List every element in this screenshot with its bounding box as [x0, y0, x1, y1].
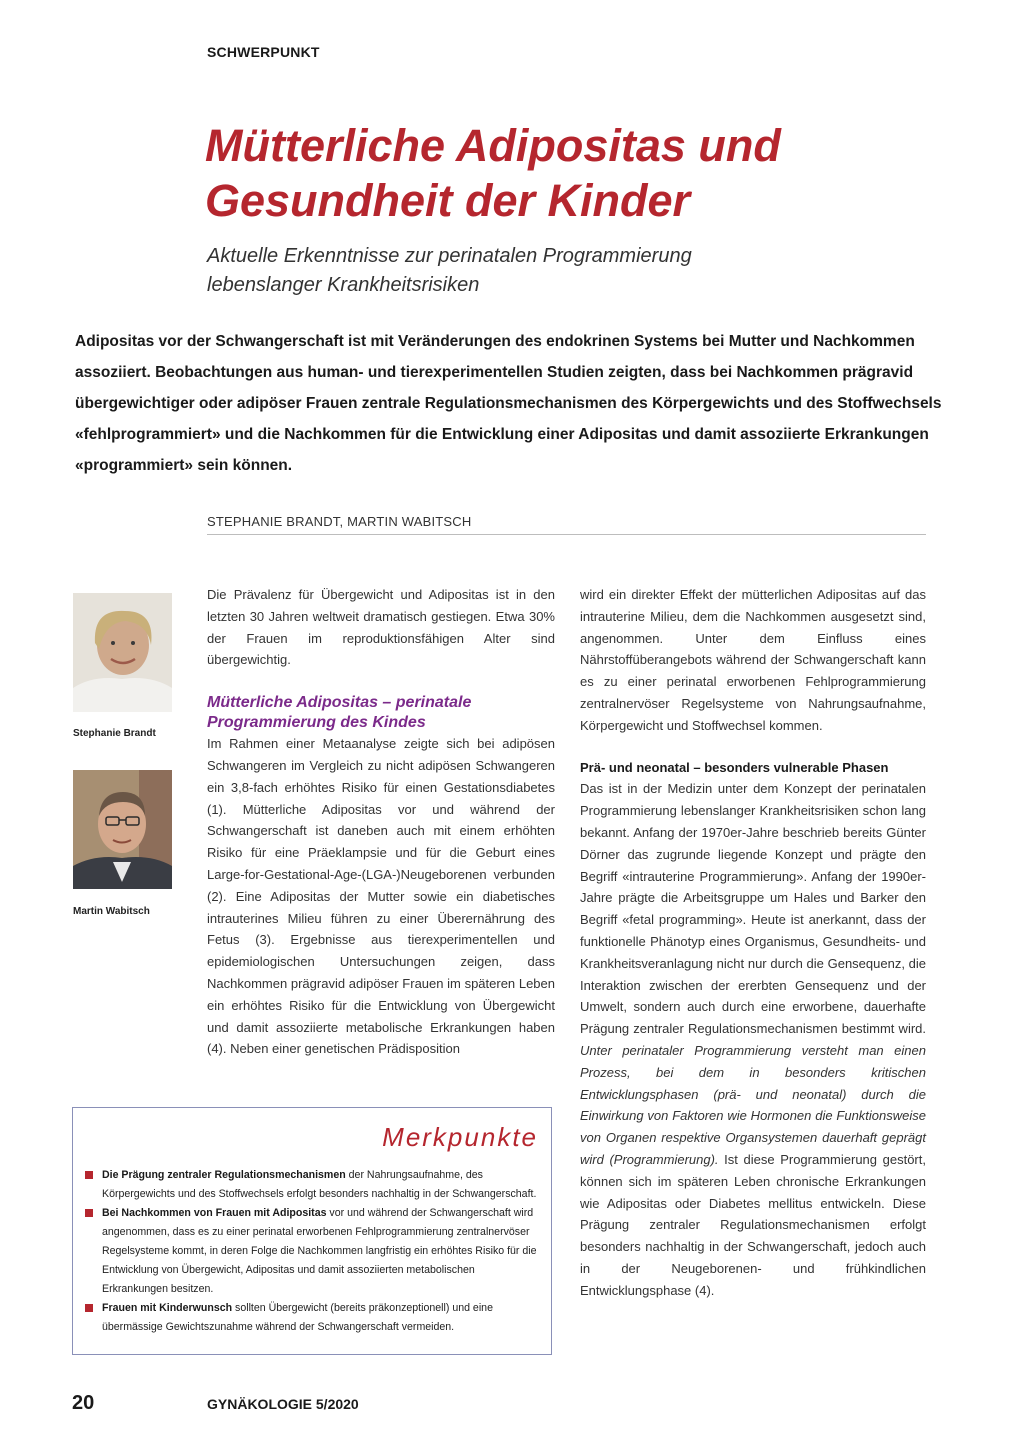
- subtitle-line-1: Aktuelle Erkenntnisse zur perinatalen Programmierung: [207, 245, 692, 267]
- body-paragraph: wird ein direkter Effekt der mütterlichen Adipositas auf das intrauterine Milieu, dem die Nachkommen ausgesetzt sind, angenommen. Unter dem Einfluss eines Nährstoffüberangebots während der Schwangerschaft kann es zu einer perinatal erworbenen Fehlprogrammierung zentralnervöser Regelsysteme von Nahrungsaufnahme, Körpergewicht und Stoffwechsel kommen.: [580, 587, 926, 733]
- emphasized-text: Unter perinataler Programmierung versteht man einen Prozess, bei dem in besonders kritischen Entwicklungsphasen (prä- und neonatal) durch die Einwirkung von Faktoren wie Hormonen die Funktionsweise von Organen respektive Organsystemen dauerhaft geprägt wird (Programmierung).: [580, 1042, 926, 1167]
- section-label: SCHWERPUNKT: [207, 44, 320, 60]
- page-number: 20: [72, 1392, 95, 1414]
- body-text: Das ist in der Medizin unter dem Konzept der perinatalen Programmierung lebenslanger Krankheitsrisiken schon lang bekannt. Anfang der 1970er-Jahre beschrieb bereits Günter Dörner das zugrunde liegende Konzept und prägte den Begriff «intrauterine Programmierung». Anfang der 1990er-Jahre prägte die Arbeitsgruppe um Hales und Barker den Begriff «fetal programming». Heute ist anerkannt, dass der funktionelle Phänotyp eines Organismus, Gesundheits- und Krankheitsveranlagung nicht nur durch die Gensequenz, die Interaktion zwischen der ererbten Gensequenz und der Umwelt, sondern auch durch eine erworbene, dauerhafte Prägung zentraler Regulationsmechanismen bestimmt wird.: [580, 781, 926, 1037]
- photo-caption-wabitsch: Martin Wabitsch: [73, 906, 150, 917]
- section-heading-line-1: Mütterliche Adipositas – perinatale: [207, 694, 472, 712]
- merkpunkte-list: [85, 1166, 537, 1337]
- body-text: Ist diese Programmierung gestört, können sich im späteren Leben chronische Erkrankungen wie Adipositas oder Diabetes mellitus entwickeln. Diese Prägung zentraler Regulationsmechanismen erfolgt besonders nachhaltig in der Schwangerschaft, jedoch auch in der Neugeborenen- und frühkindlichen Entwicklungsphase (4).: [580, 1151, 926, 1298]
- author-photo-brandt: [73, 593, 172, 712]
- bullet-square-icon: [85, 1209, 93, 1217]
- authors-line: STEPHANIE BRANDT, MARTIN WABITSCH: [207, 514, 472, 529]
- article-subtitle: [207, 242, 967, 300]
- list-item: [85, 1204, 537, 1299]
- list-item: [85, 1166, 537, 1204]
- bullet-square-icon: [85, 1171, 93, 1179]
- body-paragraph: Die Prävalenz für Übergewicht und Adipositas ist in den letzten 30 Jahren weltweit dramatisch gestiegen. Etwa 30% der Frauen im reproduktionsfähigen Alter sind übergewichtig.: [207, 587, 555, 668]
- list-item-text: vor und während der Schwangerschaft wird angenommen, dass es zu einer perinatal erworbenen Fehlprogrammierung zentralnervöser Regelsysteme kommt, in deren Folge die Nachkommen langfristig ein erhöhtes Risiko für die Entwicklung von Übergewicht, Adipositas und damit assoziierten metabolischen Erkrankungen besitzen.: [102, 1207, 537, 1295]
- body-column-right: [580, 584, 926, 1302]
- body-paragraph: Im Rahmen einer Metaanalyse zeigte sich bei adipösen Schwangeren im Vergleich zu nicht adipösen Schwangeren ein 3,8-fach erhöhtes Risiko für einen Gestationsdiabetes (1). Mütterliche Adipositas vor und während der Schwangerschaft ist daneben auch mit einem erhöhten Risiko für eine Präeklampsie und für die Geburt eines Large-for-Gestational-Age-(LGA-)Neugeborenen verbunden (2). Eine Adipositas der Mutter sowie ein diabetisches intrauterines Milieu führen zu einer Überernährung des Fetus (3). Ergebnisse aus tierexperimentellen und epidemiologischen Untersuchungen zeigen, dass Nachkommen prägravid adipöser Frauen im späteren Leben ein erhöhtes Risiko für die Entwicklung von Übergewicht und damit assoziierte metabolische Erkrankungen haben (4). Neben einer genetischen Prädisposition: [207, 736, 555, 1057]
- author-photo-wabitsch: [73, 770, 172, 889]
- list-item: [85, 1299, 537, 1337]
- merkpunkte-title: Merkpunkte: [382, 1122, 538, 1152]
- body-column-middle: [207, 584, 555, 1060]
- subtitle-line-2: lebenslanger Krankheitsrisiken: [207, 274, 480, 296]
- title-line-1: Mütterliche Adipositas und: [205, 120, 781, 171]
- title-line-2: Gesundheit der Kinder: [205, 175, 691, 226]
- list-item-text: der Nahrungsaufnahme, des Körpergewichts und des Stoffwechsels erfolgt besonders nachhaltig in der Schwangerschaft.: [102, 1169, 537, 1200]
- body-paragraph: [580, 778, 926, 1301]
- section-heading-line-2: Programmierung des Kindes: [207, 714, 426, 732]
- bullet-square-icon: [85, 1304, 93, 1312]
- list-item-lead: Die Prägung zentraler Regulationsmechanismen: [102, 1169, 346, 1181]
- lead-paragraph: Adipositas vor der Schwangerschaft ist mit Veränderungen des endokrinen Systems bei Mutter und Nachkommen assoziiert. Beobachtungen aus human- und tierexperimentellen Studien zeigten, dass bei Nachkommen prägravid übergewichtiger oder adipöser Frauen zentrale Regulationsmechanismen des Körpergewichts und des Stoffwechsels «fehlprogrammiert» und die Nachkommen für die Entwicklung einer Adipositas und damit assoziierte Erkrankungen «programmiert» sein können.: [75, 333, 942, 474]
- photo-caption-brandt: Stephanie Brandt: [73, 728, 156, 739]
- article-title: [205, 118, 985, 228]
- list-item-text: sollten Übergewicht (bereits präkonzeptionell) und eine übermässige Gewichtszunahme während der Schwangerschaft vermeiden.: [102, 1302, 493, 1333]
- section-heading: [207, 693, 555, 733]
- merkpunkte-box: [72, 1107, 552, 1355]
- list-item-lead: Frauen mit Kinderwunsch: [102, 1302, 233, 1314]
- journal-name: GYNÄKOLOGIE 5/2020: [207, 1396, 359, 1412]
- section-heading: Prä- und neonatal – besonders vulnerable Phasen: [580, 759, 889, 775]
- list-item-lead: Bei Nachkommen von Frauen mit Adipositas: [102, 1207, 327, 1219]
- divider: [207, 534, 926, 535]
